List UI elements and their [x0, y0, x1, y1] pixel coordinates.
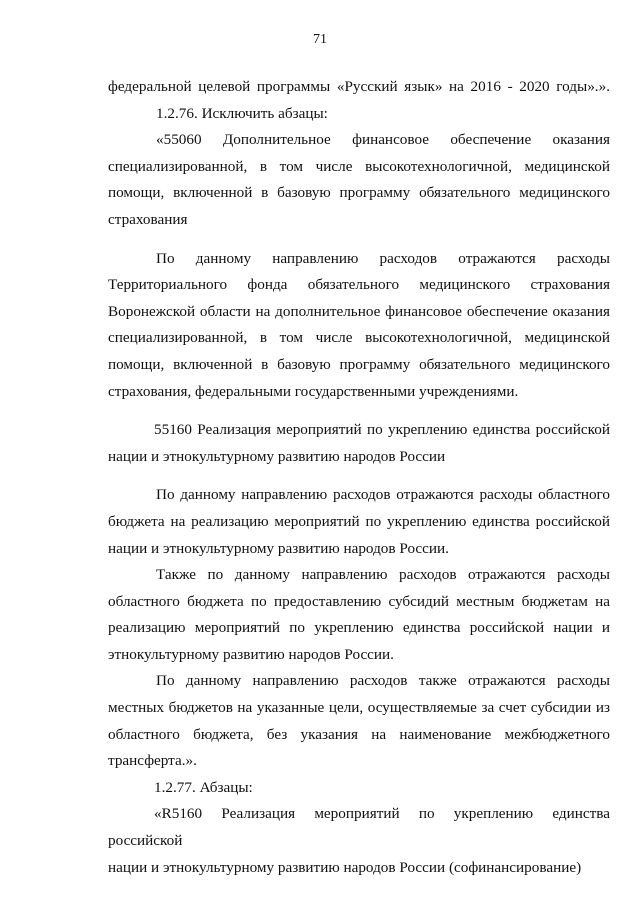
- text-line: Также по данному направлению расходов отражаются расходы: [156, 566, 610, 584]
- text-line: помощи, включенной в базовую программу обязательного медицинского: [108, 184, 610, 202]
- text-line: помощи, включенной в базовую программу обязательного медицинского: [108, 355, 610, 373]
- text-line: федеральной целевой программы «Русский язык» на 2016 - 2020 годы».».: [108, 78, 610, 95]
- text-line: трансферта.».: [108, 752, 197, 770]
- paragraph-gap: [108, 470, 610, 482]
- text-line: бюджета на реализацию мероприятий по укреплению единства российской: [108, 512, 610, 530]
- text-line: областного бюджета по предоставлению субсидий местным бюджетам на: [108, 592, 610, 610]
- text-line: специализированной, в том числе высокотехнологичной, медицинской: [108, 329, 610, 347]
- text-line: местных бюджетов на указанные цели, осуществляемые за счет субсидии из: [108, 699, 610, 717]
- text-line: Территориального фонда обязательного медицинского страхования: [108, 276, 610, 294]
- text-line: По данному направлению расходов также отражаются расходы: [156, 672, 610, 690]
- text-line: этнокультурному развитию народов России.: [108, 645, 394, 663]
- paragraph-gap: [108, 405, 610, 417]
- text-line: областного бюджета, без указания на наименование межбюджетного: [108, 725, 610, 743]
- text-line: «55060 Дополнительное финансовое обеспечение оказания: [156, 131, 610, 149]
- text-line: страхования, федеральными государственными учреждениями.: [108, 382, 519, 400]
- text-line: 55160 Реализация мероприятий по укреплению единства российской: [154, 421, 610, 439]
- text-line: Воронежской области на дополнительное финансовое обеспечение оказания: [108, 302, 610, 320]
- document-body: [108, 74, 610, 881]
- clause-heading-1-2-77: 1.2.77. Абзацы:: [154, 778, 253, 796]
- text-line: «R5160 Реализация мероприятий по укреплению единства российской: [108, 805, 610, 850]
- text-line: нации и этнокультурному развитию народов России: [108, 447, 446, 465]
- text-line: По данному направлению расходов отражаются расходы: [156, 249, 610, 267]
- paragraph-gap: [108, 234, 610, 246]
- page-number: 71: [313, 32, 327, 47]
- clause-heading-1-2-76: 1.2.76. Исключить абзацы:: [156, 104, 328, 122]
- text-line: реализацию мероприятий по укреплению единства российской нации и: [108, 619, 610, 637]
- text-line: нации и этнокультурному развитию народов России.: [108, 539, 449, 557]
- text-line: страхования: [108, 210, 188, 228]
- text-line: По данному направлению расходов отражаются расходы областного: [156, 486, 610, 504]
- text-line: нации и этнокультурному развитию народов России (софинансирование): [108, 858, 582, 876]
- text-line: специализированной, в том числе высокотехнологичной, медицинской: [108, 157, 610, 175]
